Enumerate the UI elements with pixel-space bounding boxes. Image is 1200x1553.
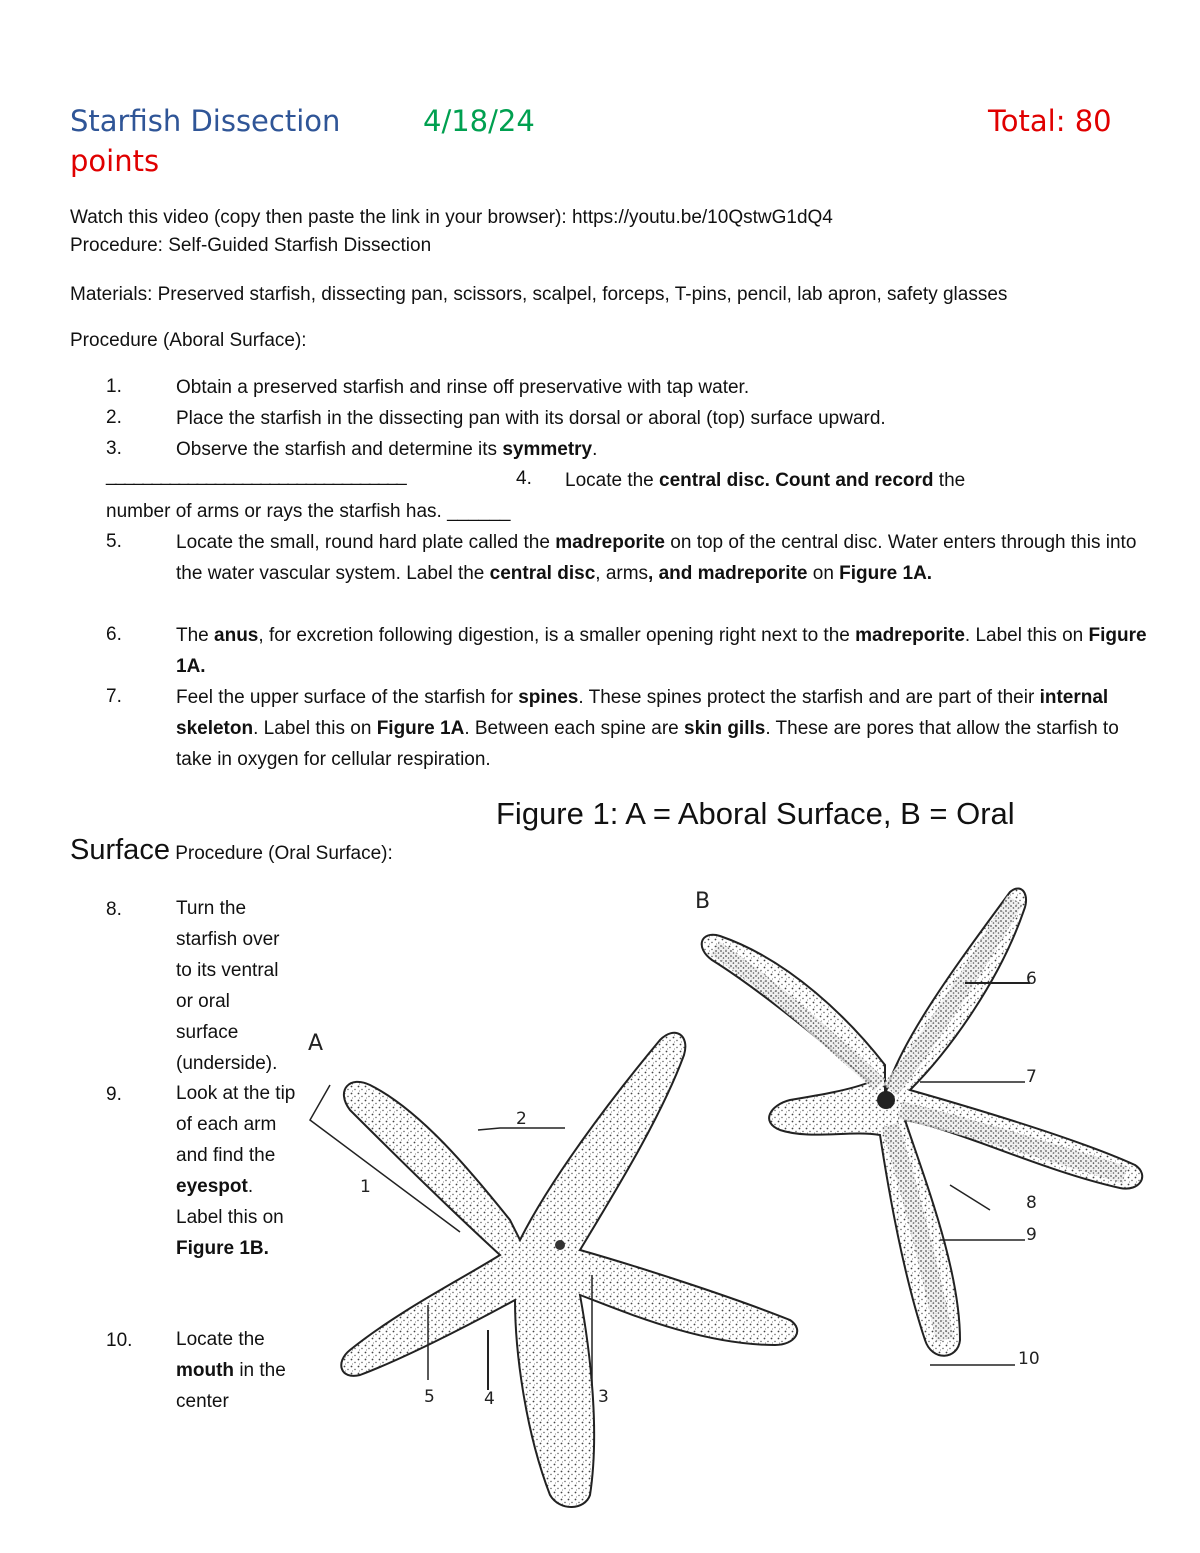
- diagram-number: 4: [484, 1389, 495, 1409]
- diagram-number: 6: [1026, 969, 1037, 989]
- step-number: 3.: [106, 438, 122, 459]
- figure-label-a: A: [308, 1031, 324, 1056]
- points-word: points: [70, 144, 160, 178]
- diagram-number: 2: [516, 1109, 527, 1129]
- step-number: 7.: [106, 686, 122, 707]
- step-7: Feel the upper surface of the starfish for spines. These spines protect the starfish and are part of their internal skeleton. Label this on Figure 1A. Between each spine are skin gills. These are pores that allow the starfish to take in oxygen for cellular respiration.: [176, 687, 1119, 770]
- step-number: 10.: [106, 1330, 133, 1351]
- leader-line-8: [950, 1185, 990, 1210]
- step-9: Look at the tip of each arm and find the eyespot. Label this on Figure 1B.: [176, 1083, 296, 1259]
- step-number: 1.: [106, 376, 122, 397]
- step-10: Locate the mouth in the center: [176, 1329, 286, 1412]
- step-number: 2.: [106, 407, 122, 428]
- starfish-b-oral: [702, 888, 1143, 1365]
- step-number: 9.: [106, 1084, 122, 1105]
- step-number: 5.: [106, 531, 122, 552]
- diagram-number: 5: [424, 1387, 435, 1407]
- diagram-number: 7: [1026, 1067, 1037, 1087]
- total-points: Total: 80: [988, 104, 1112, 138]
- step-1: Obtain a preserved starfish and rinse off preservative with tap water.: [176, 377, 750, 398]
- oral-heading: Procedure (Oral Surface):: [169, 843, 393, 864]
- surface-word: Surface: [70, 834, 170, 866]
- diagram-number: 8: [1026, 1193, 1037, 1213]
- figure-title: Figure 1: A = Aboral Surface, B = Oral: [496, 796, 1015, 831]
- step-number: 8.: [106, 899, 122, 920]
- diagram-number: 1: [360, 1177, 371, 1197]
- keyword-symmetry: symmetry: [502, 439, 593, 460]
- step-6: The anus, for excretion following digestion, is a smaller opening right next to the madreporite. Label this on Figure 1A.: [176, 625, 1147, 677]
- step-4-line2: number of arms or rays the starfish has. ______: [106, 501, 511, 522]
- video-prefix: Watch this video (copy then paste the link in your browser):: [70, 207, 572, 228]
- step-5: Locate the small, round hard plate called the madreporite on top of the central disc. Water enters through this into the water vascular system. Label the central disc, arms, and madreporite on Figure 1A.: [176, 532, 1137, 584]
- step-number: 6.: [106, 624, 122, 645]
- step-2: Place the starfish in the dissecting pan with its dorsal or aboral (top) surface upward.: [176, 408, 886, 429]
- diagram-number: 10: [1018, 1349, 1040, 1369]
- worksheet-title: Starfish Dissection: [70, 104, 341, 138]
- figure-label-b: B: [695, 889, 711, 914]
- diagram-number: 9: [1026, 1225, 1037, 1245]
- materials-line: Materials: Preserved starfish, dissecting pan, scissors, scalpel, forceps, T-pins, pencil, lab apron, safety glasses: [70, 284, 1008, 305]
- diagram-number: 3: [598, 1387, 609, 1407]
- video-link[interactable]: https://youtu.be/10QstwG1dQ4: [571, 207, 833, 228]
- starfish-a-aboral: [310, 1033, 797, 1507]
- symmetry-answer-blank[interactable]: _________________________________: [106, 465, 406, 486]
- step-3: Observe the starfish and determine its symmetry.: [176, 439, 598, 460]
- keyword-central-disc: central disc. Count and record: [659, 470, 934, 491]
- step-4: Locate the central disc. Count and record the: [565, 470, 966, 491]
- procedure-title: Procedure: Self-Guided Starfish Dissection: [70, 235, 432, 256]
- step-8: Turn the starfish over to its ventral or oral surface (underside).: [176, 898, 280, 1074]
- step-number: 4.: [516, 468, 532, 489]
- worksheet-date: 4/18/24: [423, 104, 535, 138]
- aboral-heading: Procedure (Aboral Surface):: [70, 330, 307, 351]
